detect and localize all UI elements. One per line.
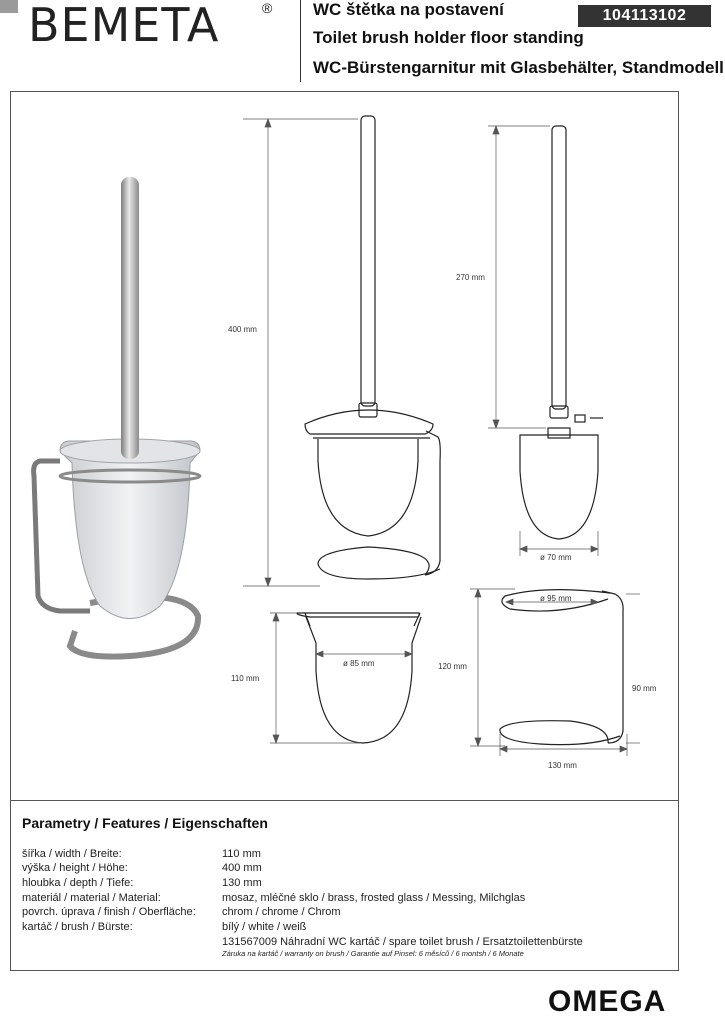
logo-accent-bar [0, 0, 18, 13]
spec-value: chrom / chrome / Chrom [222, 906, 341, 918]
product-code-badge: 104113102 [578, 5, 711, 27]
label-total-height: 400 mm [228, 325, 257, 334]
spec-label: šířka / width / Breite: [22, 848, 122, 860]
title-czech: WC štětka na postavení [313, 0, 504, 19]
registered-mark: ® [262, 0, 273, 16]
brush-view [520, 126, 603, 539]
brand-logo [0, 0, 300, 60]
dim-glass-diameter [316, 651, 412, 657]
title-english: Toilet brush holder floor standing [313, 28, 584, 47]
spec-value: 130 mm [222, 877, 262, 889]
spec-value: bílý / white / weiß [222, 921, 307, 933]
spec-label: povrch. úprava / finish / Oberfläche: [22, 906, 196, 918]
label-holder-ring: ø 95 mm [540, 594, 572, 603]
dim-glass-height [270, 613, 360, 743]
spec-label: výška / height / Höhe: [22, 862, 128, 874]
spare-brush-note: 131567009 Náhradní WC kartáč / spare toilet brush / Ersatztoilettenbürste [222, 936, 583, 948]
front-view [305, 116, 440, 579]
holder-frame-view [500, 590, 623, 745]
features-title: Parametry / Features / Eigenschaften [22, 815, 268, 831]
header-separator [300, 0, 301, 82]
dim-frame-depth [626, 594, 640, 743]
label-frame-width: 130 mm [548, 761, 577, 770]
product-photo [34, 177, 200, 657]
dim-total-height [243, 119, 358, 586]
label-frame-depth: 90 mm [632, 684, 657, 693]
technical-drawing [0, 91, 725, 801]
spec-value: 110 mm [222, 848, 261, 860]
spec-label: kartáč / brush / Bürste: [22, 921, 133, 933]
spec-label: hloubka / depth / Tiefe: [22, 877, 134, 889]
glass-view [297, 613, 421, 743]
label-frame-height: 120 mm [438, 662, 467, 671]
label-glass-diameter: ø 85 mm [343, 659, 375, 668]
label-brush-length: 270 mm [456, 273, 485, 282]
series-name: OMEGA [548, 985, 667, 1018]
dim-brush-length [488, 126, 550, 428]
title-german: WC-Bürstengarnitur mit Glasbehälter, Standmodell [313, 58, 724, 77]
spec-label: materiál / material / Material: [22, 892, 161, 904]
dim-frame-height [470, 589, 515, 746]
warranty-note: Záruka na kartáč / warranty on brush / Garantie auf Pinsel: 6 měsíců / 6 montsh / 6 Monate [222, 949, 524, 958]
spec-value: 400 mm [222, 862, 262, 874]
label-brush-head: ø 70 mm [540, 553, 572, 562]
logo-text: BEMETA [28, 0, 220, 52]
spec-value: mosaz, mléčné sklo / brass, frosted glass / Messing, Milchglas [222, 892, 526, 904]
label-glass-height: 110 mm [231, 674, 260, 683]
